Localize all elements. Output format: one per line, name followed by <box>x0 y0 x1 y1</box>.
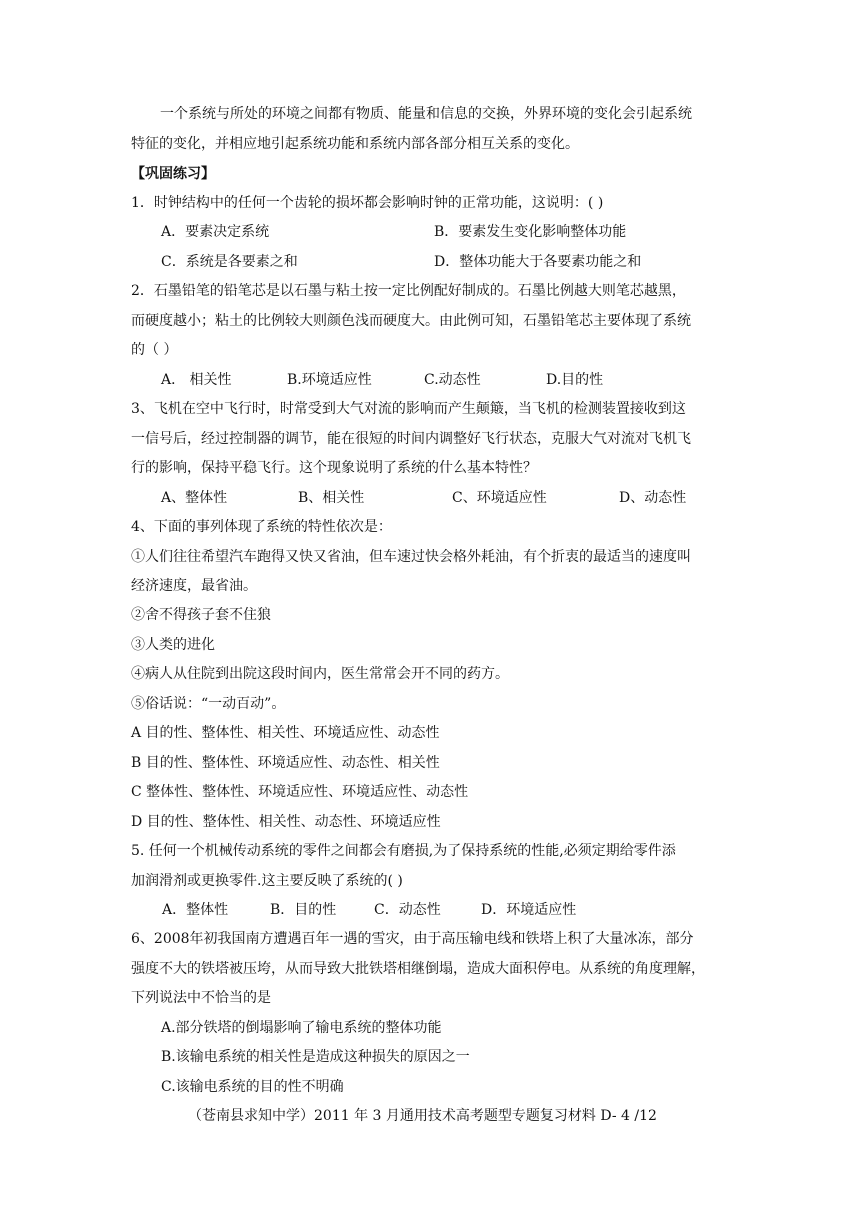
section-title: 【巩固练习】 <box>131 166 215 182</box>
q4-item-1-line-2: 经济速度，最省油。 <box>131 578 257 594</box>
q1-stem: 1．时钟结构中的任何一个齿轮的损坏都会影响时钟的正常功能，这说明：( ) <box>131 195 604 211</box>
q3-option-d: D、动态性 <box>619 490 687 506</box>
q5-line-2: 加润滑剂或更换零件.这主要反映了系统的( ) <box>131 873 403 889</box>
q3-option-b: B、相关性 <box>298 490 365 506</box>
q1-option-d: D．整体功能大于各要素功能之和 <box>434 254 642 270</box>
q6-option-a: A.部分铁塔的倒塌影响了输电系统的整体功能 <box>161 1020 442 1036</box>
q5-option-a: A．整体性 <box>162 902 229 918</box>
q4-option-a: A 目的性、整体性、相关性、环境适应性、动态性 <box>131 725 440 741</box>
intro-line-1: 一个系统与所处的环境之间都有物质、能量和信息的交换，外界环境的变化会引起系统 <box>160 106 692 122</box>
q2-line-1: 2．石墨铅笔的铅笔芯是以石墨与粘土按一定比例配好制成的。石墨比例越大则笔芯越黑， <box>131 283 686 299</box>
q4-item-1-line-1: ①人们往往希望汽车跑得又快又省油，但车速过快会格外耗油，有个折衷的最适当的速度叫 <box>131 549 691 565</box>
q2-option-a: A． 相关性 <box>161 372 232 388</box>
q3-option-a: A、整体性 <box>161 490 228 506</box>
q5-option-d: D．环境适应性 <box>481 902 577 918</box>
intro-line-2: 特征的变化，并相应地引起系统功能和系统内部各部分相互关系的变化。 <box>131 136 579 152</box>
q6-option-c: C.该输电系统的目的性不明确 <box>161 1079 344 1095</box>
q3-line-1: 3、飞机在空中飞行时，时常受到大气对流的影响而产生颠簸，当飞机的检测装置接收到这 <box>131 401 686 417</box>
q6-line-1: 6、2008年初我国南方遭遇百年一遇的雪灾，由于高压输电线和铁塔上积了大量冰冻，部分 <box>131 931 694 947</box>
q2-line-3: 的（ ） <box>131 342 178 358</box>
q2-option-d: D.目的性 <box>546 372 604 388</box>
q5-option-b: B．目的性 <box>270 902 337 918</box>
q4-option-b: B 目的性、整体性、环境适应性、动态性、相关性 <box>131 755 440 771</box>
q4-item-2: ②舍不得孩子套不住狼 <box>131 607 271 623</box>
q5-line-1: 5. 任何一个机械传动系统的零件之间都会有磨损,为了保持系统的性能,必须定期给零件添 <box>131 843 676 859</box>
q6-line-3: 下列说法中不恰当的是 <box>131 990 271 1006</box>
q6-line-2: 强度不大的铁塔被压垮，从而导致大批铁塔相继倒塌，造成大面积停电。从系统的角度理解， <box>131 961 705 977</box>
q4-item-4: ④病人从住院到出院这段时间内，医生常常会开不同的药方。 <box>131 666 509 682</box>
q1-option-c: C．系统是各要素之和 <box>161 254 298 270</box>
q1-option-a: A．要素决定系统 <box>161 224 270 240</box>
q2-option-b: B.环境适应性 <box>287 372 372 388</box>
q3-line-3: 行的影响，保持平稳飞行。这个现象说明了系统的什么基本特性？ <box>131 460 537 476</box>
q2-line-2: 而硬度越小；粘土的比例较大则颜色浅而硬度大。由此例可知，石墨铅笔芯主要体现了系统 <box>131 313 691 329</box>
page-footer: （苍南县求知中学）2011 年 3 月通用技术高考题型专题复习材料 D- 4 /12 <box>188 1108 657 1124</box>
q6-option-b: B.该输电系统的相关性是造成这种损失的原因之一 <box>161 1049 470 1065</box>
q4-item-3: ③人类的进化 <box>131 637 215 653</box>
q4-stem: 4、下面的事列体现了系统的特性依次是： <box>131 519 392 535</box>
q4-option-d: D 目的性、整体性、相关性、动态性、环境适应性 <box>131 814 441 830</box>
q5-option-c: C．动态性 <box>374 902 441 918</box>
q4-option-c: C 整体性、整体性、环境适应性、环境适应性、动态性 <box>131 784 469 800</box>
q2-option-c: C.动态性 <box>424 372 481 388</box>
q1-option-b: B．要素发生变化影响整体功能 <box>434 224 627 240</box>
q3-option-c: C、环境适应性 <box>452 490 547 506</box>
q3-line-2: 一信号后，经过控制器的调节，能在很短的时间内调整好飞行状态，克服大气对流对飞机飞 <box>131 431 691 447</box>
q4-item-5: ⑤俗话说：“一动百动”。 <box>131 696 286 712</box>
